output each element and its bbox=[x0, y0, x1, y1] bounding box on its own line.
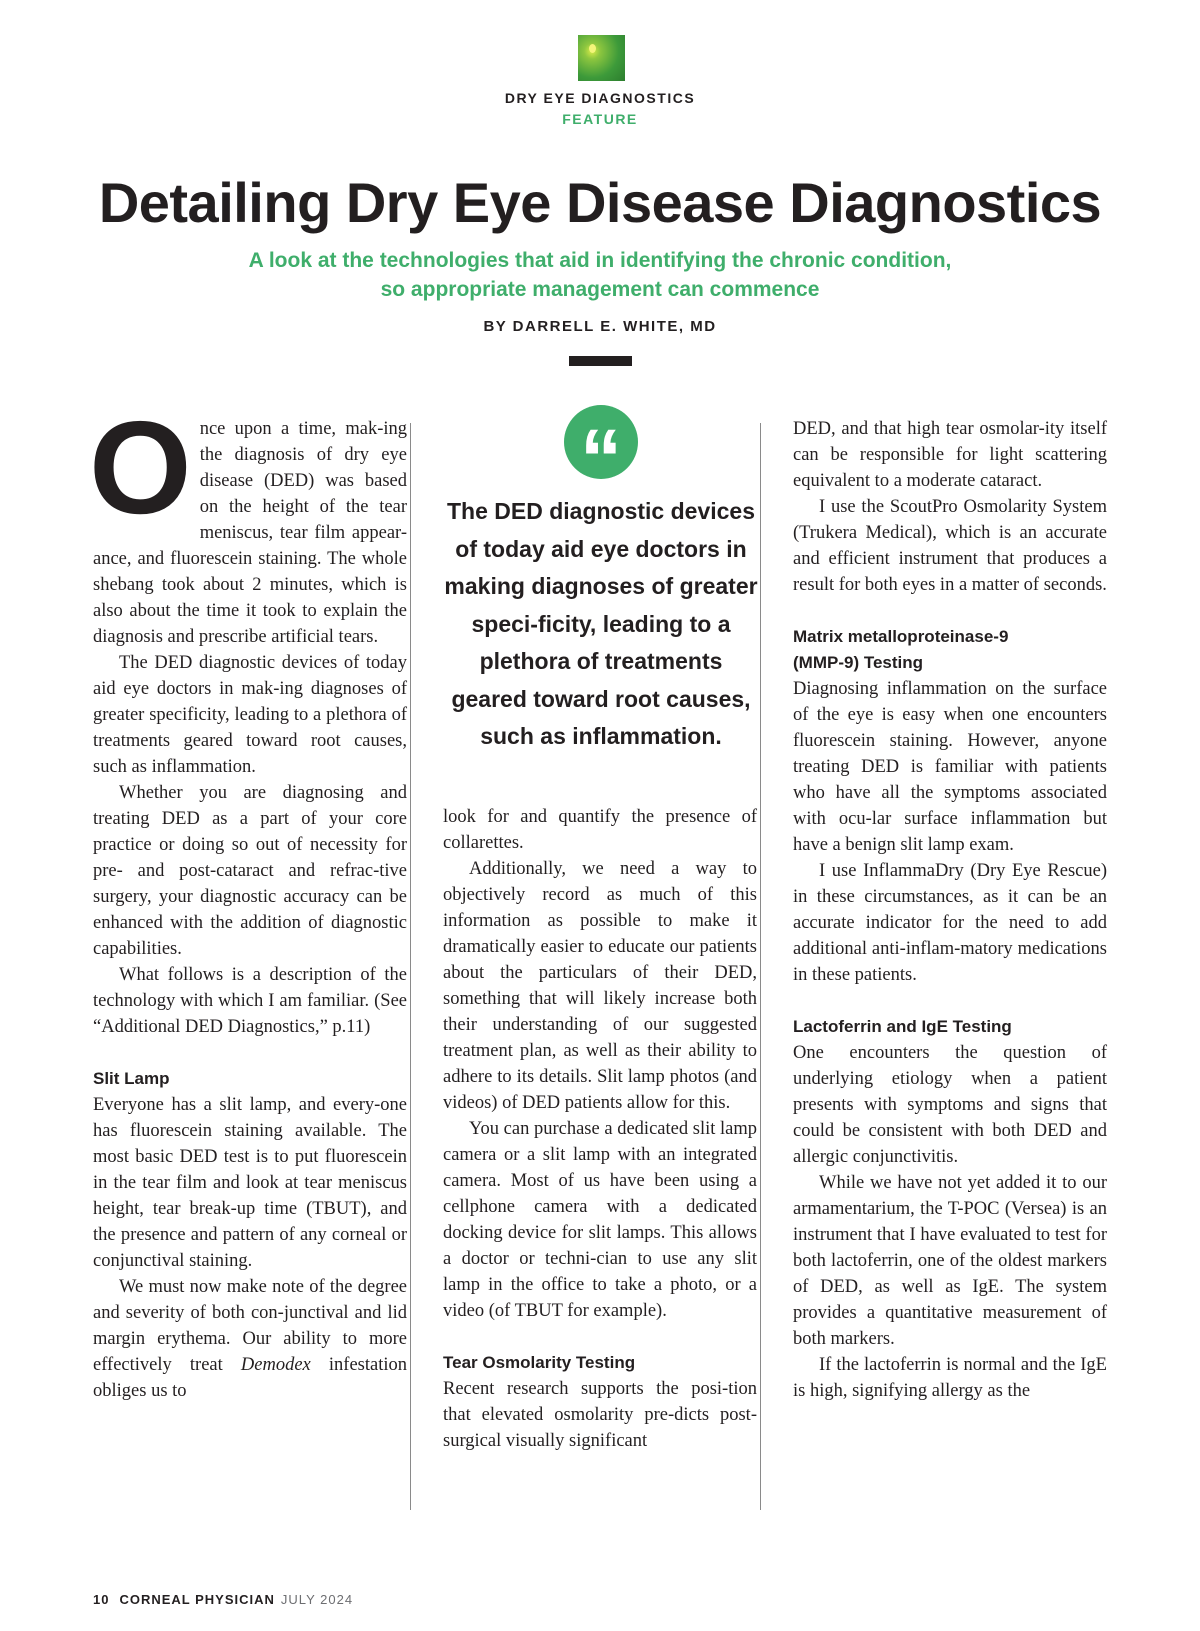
spacer bbox=[793, 598, 1107, 624]
column-divider bbox=[410, 423, 411, 1510]
spacer bbox=[443, 1324, 757, 1350]
body-paragraph: Everyone has a slit lamp, and every-one has fluorescein staining available. The most basic DED test is to put fluorescein in the tear film and look at tear meniscus height, tear break-up time (TBUT), and the presence and pattern of any corneal or conjunctival staining. bbox=[93, 1095, 407, 1271]
column-1 bbox=[89, 394, 407, 1404]
body-paragraph: look for and quantify the presence of collarettes. bbox=[443, 807, 757, 853]
spacer bbox=[93, 1040, 407, 1066]
body-paragraph: What follows is a description of the technology with which I am familiar. (See “Additional DED Diagnostics,” p.11) bbox=[93, 965, 407, 1037]
section-heading-tear-osmolarity: Tear Osmolarity Testing bbox=[443, 1353, 636, 1372]
pull-quote: The DED diagnostic devices of today aid eye doctors in making diagnoses of greater speci-ficity, leading to a plethora of treatments geared toward root causes, such as inflammation. bbox=[444, 498, 758, 749]
body-paragraph: Additionally, we need a way to objectively record as much of this information as possible to make it dramatically easier to educate our patients about the particulars of their DED, something that will likely increase both their understanding of our suggested treatment plan, as well as their ability to adhere to its details. Slit lamp photos (and videos) of DED patients allow for this. bbox=[443, 859, 757, 1113]
section-label: DRY EYE DIAGNOSTICS bbox=[504, 90, 696, 106]
heading-line: Matrix metalloproteinase-9 bbox=[793, 627, 1009, 646]
article-subtitle bbox=[150, 246, 1050, 304]
logo-highlight bbox=[589, 44, 596, 53]
section-heading-slit-lamp: Slit Lamp bbox=[93, 1069, 170, 1088]
publication-name: CORNEAL PHYSICIAN bbox=[119, 1592, 275, 1607]
body-paragraph: Diagnosing inflammation on the surface of the eye is easy when one encounters fluorescein staining. However, anyone treating DED is familiar with patients who have all the symptoms associated with ocu-lar surface inflammation but have a benign slit lamp exam. bbox=[793, 679, 1107, 855]
column-2 bbox=[443, 804, 757, 1454]
page-footer bbox=[93, 1592, 353, 1607]
body-paragraph: I use the ScoutPro Osmolarity System (Trukera Medical), which is an accurate and efficient instrument that produces a result for both eyes in a matter of seconds. bbox=[793, 497, 1107, 595]
intro-paragraph bbox=[89, 394, 407, 650]
section-heading-mmp9 bbox=[793, 624, 1107, 676]
section-kind: FEATURE bbox=[562, 111, 638, 127]
column-3 bbox=[793, 416, 1107, 1404]
subtitle-line: A look at the technologies that aid in identifying the chronic condition, bbox=[248, 249, 952, 272]
body-paragraph: While we have not yet added it to our armamentarium, the T-POC (Versea) is an instrument that I have evaluated to test for both lactoferrin, one of the oldest markers of DED, as well as IgE. The system provides a quantitative measurement of both markers. bbox=[793, 1173, 1107, 1349]
body-text: infestation obliges us to bbox=[93, 1355, 407, 1401]
italic-term: Demodex bbox=[240, 1355, 311, 1375]
body-paragraph: If the lactoferrin is normal and the IgE is high, signifying allergy as the bbox=[793, 1355, 1107, 1401]
article-title: Detailing Dry Eye Disease Diagnostics bbox=[98, 171, 1102, 234]
drop-cap: O bbox=[89, 394, 192, 541]
body-paragraph: DED, and that high tear osmolar-ity itself can be responsible for light scattering equivalent to a moderate cataract. bbox=[793, 419, 1107, 491]
body-paragraph: I use InflammaDry (Dry Eye Rescue) in these circumstances, as it can be an accurate indicator for the need to add additional anti-inflam-matory medications in these patients. bbox=[793, 861, 1107, 985]
byline: BY DARRELL E. WHITE, MD bbox=[483, 318, 717, 335]
intro-text: nce upon a time, mak-ing the diagnosis of dry eye disease (DED) was based on the height of the tear meniscus, tear film appear-ance, and fluorescein staining. The whole shebang took about 2 minutes, which is also about the time it took to explain the diagnosis and prescribe artificial tears. bbox=[93, 419, 407, 647]
publication-logo bbox=[578, 35, 625, 81]
quote-icon: “ bbox=[564, 405, 638, 479]
subtitle-line: so appropriate management can commence bbox=[380, 278, 820, 301]
body-paragraph bbox=[93, 1274, 407, 1404]
page-number: 10 bbox=[93, 1592, 110, 1607]
body-paragraph: Recent research supports the posi-tion that elevated osmolarity pre-dicts post-surgical visually significant bbox=[443, 1379, 757, 1451]
section-heading-lactoferrin: Lactoferrin and IgE Testing bbox=[793, 1017, 1012, 1036]
title-divider bbox=[569, 356, 632, 366]
spacer bbox=[793, 988, 1107, 1014]
issue-date: JULY 2024 bbox=[280, 1592, 354, 1607]
body-paragraph: Whether you are diagnosing and treating DED as a part of your core practice or doing so out of necessity for pre- and post-cataract and refrac-tive surgery, your diagnostic accuracy can be enhanced with the addition of diagnostic capabilities. bbox=[93, 783, 407, 959]
heading-line: (MMP-9) Testing bbox=[793, 653, 924, 672]
body-paragraph: One encounters the question of underlying etiology when a patient presents with symptoms and signs that could be consistent with both DED and allergic conjunctivitis. bbox=[793, 1043, 1107, 1167]
body-text: We must now make note of the degree and severity of both con-junctival and lid margin erythema. Our ability to more effectively treat bbox=[93, 1277, 407, 1375]
body-paragraph: The DED diagnostic devices of today aid eye doctors in mak-ing diagnoses of greater specificity, leading to a plethora of treatments geared toward root causes, such as inflammation. bbox=[93, 653, 407, 777]
body-paragraph: You can purchase a dedicated slit lamp camera or a slit lamp with an integrated camera. Most of us have been using a cellphone camera with a dedicated docking device for slit lamps. This allows a doctor or techni-cian to use any slit lamp in the office to take a photo, or a video (of TBUT for example). bbox=[443, 1119, 757, 1321]
